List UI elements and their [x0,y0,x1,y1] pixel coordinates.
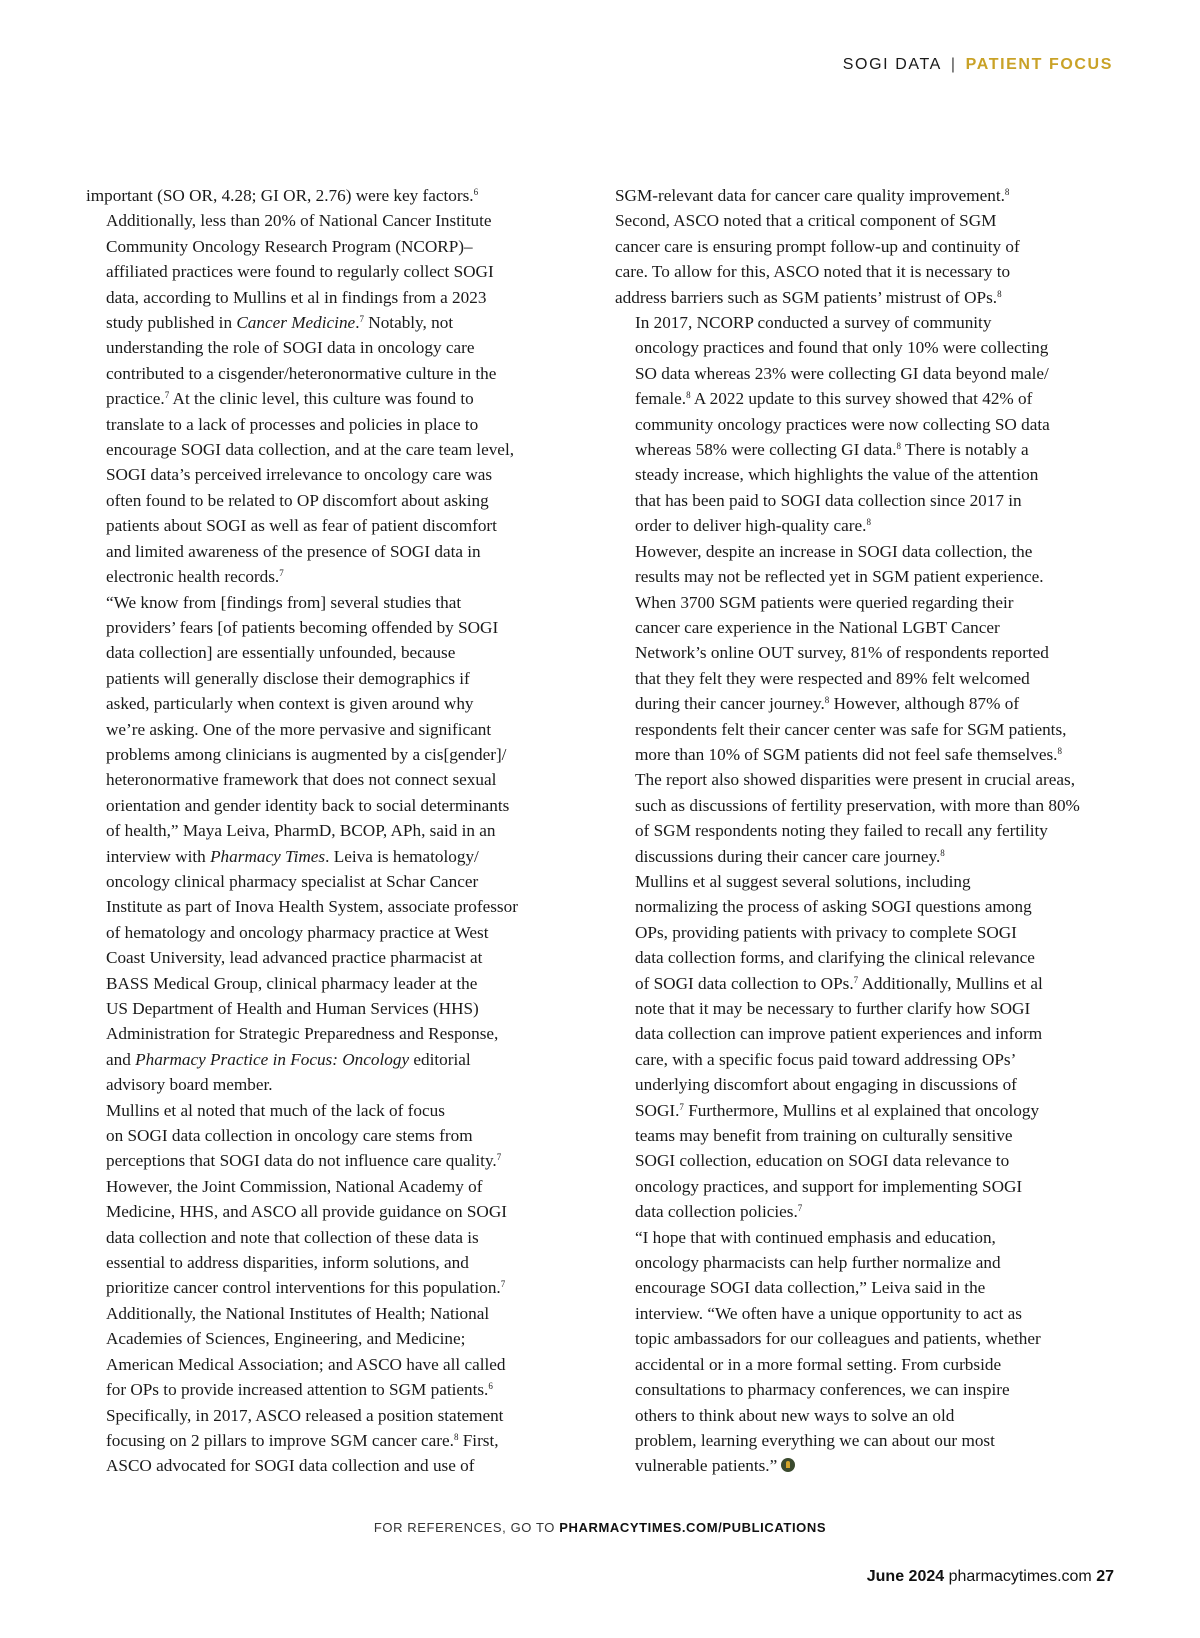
text-line: Network’s online OUT survey, 81% of respondents reported [635,643,1049,663]
running-header [843,56,1113,74]
citation-ref: 7 [496,1152,502,1163]
text-line: of SOGI data collection to OPs.$^7$ Additionally, Mullins et al [635,973,1043,993]
citation-ref: 7 [359,314,364,325]
text-line: encourage SOGI data collection, and at the care team level, [106,440,515,460]
italic-title: Pharmacy Practice in Focus: Oncology [135,1049,410,1069]
text-line: Additionally, less than 20% of National Cancer Institute [106,211,492,231]
text-line: prioritize cancer control interventions for this population.$^7$ [106,1278,506,1298]
text-line: order to deliver high-quality care.$^8$ [635,516,871,536]
paragraph [86,590,564,1098]
text-line: translate to a lack of processes and policies in place to [106,414,479,434]
site-name: pharmacytimes.com [948,1568,1092,1585]
text-line: cancer care experience in the National LGBT Cancer [635,617,1000,637]
right-column [615,183,1093,1479]
citation-ref: 7 [679,1101,684,1112]
text-line: data collection] are essentially unfounded, because [106,643,456,663]
text-line: on SOGI data collection in oncology care stems from [106,1126,473,1146]
text-line: American Medical Association; and ASCO have all called [106,1354,506,1374]
paragraph [615,869,1093,1225]
text-line: The report also showed disparities were present in crucial areas, [635,770,1076,790]
text-line: ASCO advocated for SOGI data collection and use of [106,1456,475,1476]
text-line: However, the Joint Commission, National Academy of [106,1176,483,1196]
text-line: US Department of Health and Human Services (HHS) [106,999,479,1018]
text-line: Second, ASCO noted that a critical component of SGM [615,211,997,231]
text-line: address barriers such as SGM patients’ mistrust of OPs.$^8$ [615,287,1002,307]
text-line: teams may benefit from training on culturally sensitive [635,1126,1013,1146]
text-line: important (SO OR, 4.28; GI OR, 2.76) were key factors.$^6$ [86,186,479,205]
text-line: patients about SOGI as well as fear of patient discomfort [106,516,497,536]
text-line: data collection policies.$^7$ [635,1202,803,1222]
references-note [0,1520,1200,1535]
text-line: heteronormative framework that does not connect sexual [106,770,497,790]
text-line: When 3700 SGM patients were queried regarding their [635,592,1014,612]
paragraph [615,539,1093,869]
citation-ref: 8 [896,441,902,452]
text-line: interview with Pharmacy Times. Leiva is hematology/ [106,846,479,866]
text-line: advisory board member. [106,1075,273,1095]
text-line: problems among clinicians is augmented by a cis[gender]/ [106,744,507,764]
text-line: such as discussions of fertility preservation, with more than 80% [635,795,1080,815]
text-line: Coast University, lead advanced practice pharmacist at [106,948,483,968]
citation-ref: 7 [500,1279,506,1290]
citation-ref: 8 [940,847,945,858]
citation-ref: 8 [997,288,1002,299]
text-line: oncology practices, and support for implementing SOGI [635,1176,1023,1196]
text-line: Community Oncology Research Program (NCORP)– [106,236,473,256]
text-line: results may not be reflected yet in SGM patient experience. [635,567,1044,587]
text-line: Mullins et al suggest several solutions, including [635,871,971,891]
end-mark-icon [781,1458,795,1472]
text-line: cancer care is ensuring prompt follow-up and continuity of [615,236,1020,256]
text-line: underlying discomfort about engaging in discussions of [635,1075,1017,1095]
paragraph [86,1098,564,1479]
text-line: patients will generally disclose their demographics if [106,668,470,688]
text-line: practice.$^7$ At the clinic level, this culture was found to [106,389,474,409]
text-line: that they felt they were respected and 89% felt welcomed [635,668,1030,688]
text-line: consultations to pharmacy conferences, we can inspire [635,1380,1010,1400]
text-line: and limited awareness of the presence of SOGI data in [106,541,481,561]
text-line: more than 10% of SGM patients did not feel safe themselves.$^8$ [635,744,1062,764]
text-line: topic ambassadors for our colleagues and patients, whether [635,1329,1041,1349]
paragraph [86,183,564,208]
text-line: care, with a specific focus paid toward addressing OPs’ [635,1049,1017,1069]
references-prefix: FOR REFERENCES, GO TO [373,1520,560,1535]
text-line: contributed to a cisgender/heteronormative culture in the [106,363,497,383]
citation-ref: 8 [453,1431,459,1442]
paragraph [86,208,564,589]
text-line: problem, learning everything we can about our most [635,1430,995,1450]
citation-ref: 8 [1004,187,1010,197]
text-line: encourage SOGI data collection,” Leiva said in the [635,1278,986,1298]
citation-ref: 7 [279,568,284,579]
text-line: study published in Cancer Medicine.$^7$ Notably, not [106,313,454,333]
citation-ref: 6 [488,1381,493,1392]
citation-ref: 8 [824,695,830,706]
text-line: community oncology practices were now collecting SO data [635,414,1050,434]
citation-ref: 7 [797,1203,803,1214]
text-line: perceptions that SOGI data do not influence care quality.$^7$ [106,1151,502,1171]
text-line: oncology practices and found that only 10% were collecting [635,338,1049,358]
citation-ref: 8 [1057,745,1062,756]
text-line: understanding the role of SOGI data in oncology care [106,338,475,358]
header-separator: | [950,56,957,73]
section-label: SOGI DATA [842,56,942,73]
text-line: data, according to Mullins et al in findings from a 2023 [106,287,487,307]
text-line: Administration for Strategic Preparedness and Response, [106,1024,499,1044]
text-line: affiliated practices were found to regularly collect SOGI [106,262,494,282]
text-line: Medicine, HHS, and ASCO all provide guidance on SOGI [106,1202,507,1222]
text-line: normalizing the process of asking SOGI questions among [635,897,1032,917]
topic-label: PATIENT FOCUS [965,56,1113,73]
text-line: whereas 58% were collecting GI data.$^8$ There is notably a [635,440,1029,460]
text-line: Additionally, the National Institutes of Health; National [106,1303,490,1323]
text-line: BASS Medical Group, clinical pharmacy leader at the [106,973,478,993]
text-line: we’re asking. One of the more pervasive and significant [106,719,492,739]
text-line: SOGI data’s perceived irrelevance to oncology care was [106,465,493,485]
page-footer [867,1568,1114,1586]
paragraph [615,183,1093,310]
text-line: vulnerable patients.” [615,1453,1093,1478]
text-line: SOGI collection, education on SOGI data relevance to [635,1151,1010,1171]
text-line: others to think about new ways to solve an old [635,1405,955,1425]
text-line: and Pharmacy Practice in Focus: Oncology editorial [106,1049,471,1069]
text-line: asked, particularly when context is given around why [106,694,474,714]
text-line: oncology clinical pharmacy specialist at Schar Cancer [106,871,479,891]
citation-ref: 6 [473,187,479,197]
text-line: SGM-relevant data for cancer care quality improvement.$^8$ [615,186,1010,205]
text-line: Specifically, in 2017, ASCO released a position statement [106,1405,504,1425]
text-line: In 2017, NCORP conducted a survey of community [635,313,992,333]
text-line: However, despite an increase in SOGI data collection, the [635,541,1033,561]
text-line: OPs, providing patients with privacy to complete SOGI [635,922,1017,942]
text-line: data collection and note that collection of these data is [106,1227,479,1247]
issue-date: June 2024 [866,1568,945,1585]
text-line: data collection forms, and clarifying the clinical relevance [635,948,1035,968]
italic-title: Pharmacy Times [210,846,326,866]
text-line: of SGM respondents noting they failed to recall any fertility [635,821,1048,841]
text-line: “We know from [findings from] several studies that [106,592,462,612]
text-line: care. To allow for this, ASCO noted that it is necessary to [615,262,1011,282]
text-line: of hematology and oncology pharmacy practice at West [106,922,489,942]
text-line: accidental or in a more formal setting. From curbside [635,1354,1002,1374]
italic-title: Cancer Medicine [236,313,356,333]
references-link[interactable]: PHARMACYTIMES.COM/PUBLICATIONS [559,1520,827,1535]
text-line: focusing on 2 pillars to improve SGM cancer care.$^8$ First, [106,1430,499,1450]
text-line: interview. “We often have a unique opportunity to act as [635,1303,1022,1323]
text-line: Institute as part of Inova Health System, associate professor [106,897,518,917]
text-line: providers’ fears [of patients becoming offended by SOGI [106,617,499,637]
text-line: female.$^8$ A 2022 update to this survey showed that 42% of [635,389,1033,409]
text-line: Mullins et al noted that much of the lack of focus [106,1100,445,1120]
text-line: data collection can improve patient experiences and inform [635,1024,1043,1044]
text-line: SO data whereas 23% were collecting GI data beyond male/ [635,363,1049,383]
text-line: note that it may be necessary to further clarify how SOGI [635,999,1031,1018]
citation-ref: 7 [853,974,859,985]
text-line: for OPs to provide increased attention to SGM patients.$^6$ [106,1380,493,1400]
paragraph [615,1225,1093,1479]
text-line: steady increase, which highlights the value of the attention [635,465,1039,485]
text-line: that has been paid to SOGI data collection since 2017 in [635,490,1022,510]
text-line: “I hope that with continued emphasis and education, [635,1227,996,1247]
text-line: essential to address disparities, inform solutions, and [106,1253,469,1273]
citation-ref: 7 [164,390,170,401]
page-number: 27 [1096,1568,1114,1585]
text-line: electronic health records.$^7$ [106,567,284,587]
citation-ref: 8 [686,390,691,401]
citation-ref: 8 [866,517,871,528]
left-column [86,183,564,1479]
text-line: often found to be related to OP discomfort about asking [106,490,489,510]
text-line: of health,” Maya Leiva, PharmD, BCOP, APh, said in an [106,821,496,841]
paragraph [615,310,1093,539]
text-line: Academies of Sciences, Engineering, and Medicine; [106,1329,466,1349]
text-line: SOGI.$^7$ Furthermore, Mullins et al explained that oncology [635,1100,1040,1120]
text-line: during their cancer journey.$^8$ However, although 87% of [635,694,1020,714]
text-line: orientation and gender identity back to social determinants [106,795,510,815]
text-line: respondents felt their cancer center was safe for SGM patients, [635,719,1067,739]
text-line: oncology pharmacists can help further normalize and [635,1253,1001,1273]
text-line: discussions during their cancer care journey.$^8$ [635,846,945,866]
